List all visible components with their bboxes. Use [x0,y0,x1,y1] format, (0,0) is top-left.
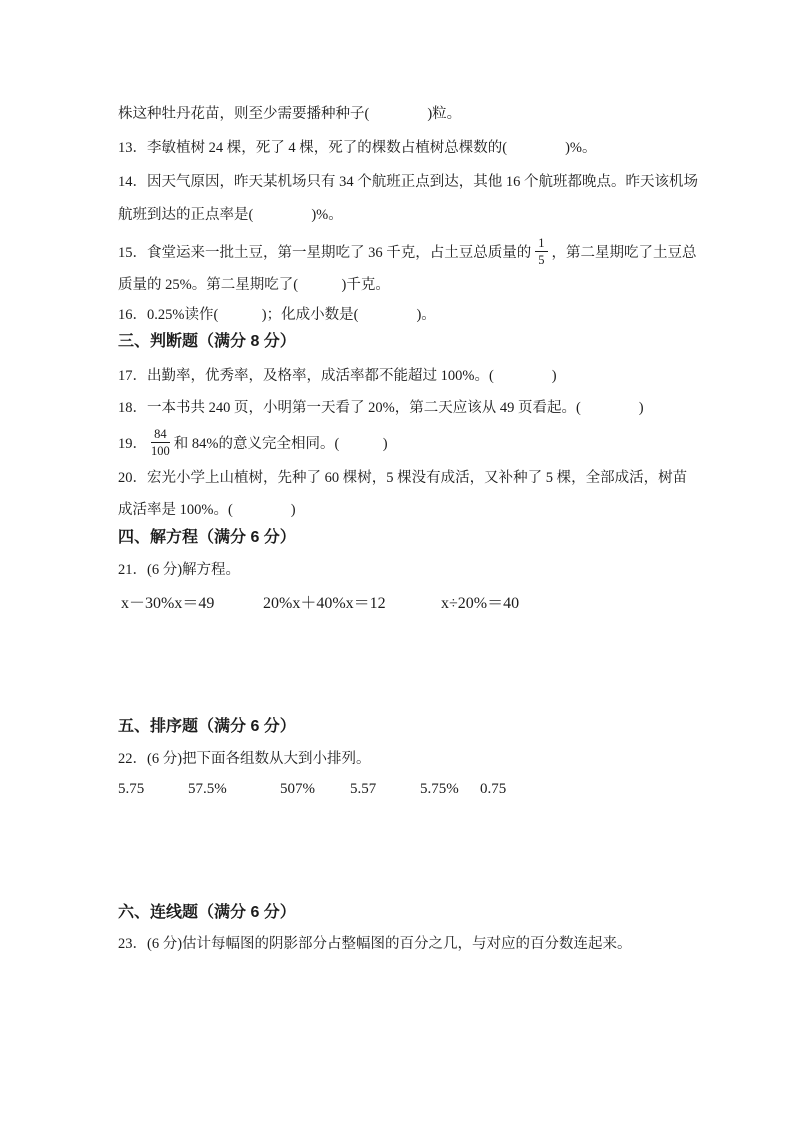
question-17-text: 17．出勤率，优秀率，及格率，成活率都不能超过 100%。( ) [118,368,557,384]
sort-number-3: 507% [280,781,315,797]
sort-number-4: 5.57 [350,781,377,797]
question-15-line1 [118,238,697,270]
section-4-heading: 四、解方程（满分 6 分） [118,529,296,546]
sort-number-2: 57.5% [188,781,227,797]
fraction-84-100 [151,427,170,459]
question-16-text: 16．0.25%读作( )；化成小数是( )。 [118,307,436,323]
question-21-text: 21．(6 分)解方程。 [118,562,241,578]
question-22-numbers-row [118,781,678,803]
question-15-line2: 质量的 25%。第二星期吃了( )千克。 [118,277,390,293]
question-20-line1: 20．宏光小学上山植树，先种了 60 棵树，5 棵没有成活，又补种了 5 棵，全部成活，树苗 [118,470,688,486]
question-19-text: 和 84%的意义完全相同。( ) [173,436,388,453]
question-22-text: 22．(6 分)把下面各组数从大到小排列。 [118,751,371,767]
fraction-denominator: 5 [538,253,545,268]
fraction-numerator: 1 [535,236,547,252]
sort-number-1: 5.75 [118,781,145,797]
equation-1: x－30%x＝49 [121,595,215,612]
question-23-text: 23．(6 分)估计每幅图的阴影部分占整幅图的百分之几，与对应的百分数连起来。 [118,936,632,952]
equation-3: x÷20%＝40 [441,595,520,612]
question-14-line2: 航班到达的正点率是( )%。 [118,207,343,223]
question-12-tail-text: 株这种牡丹花苗，则至少需要播种种子( )粒。 [118,106,462,122]
question-20-line2: 成活率是 100%。( ) [118,502,296,518]
question-15-text-after: ，第二星期吃了土豆总 [551,245,697,262]
fraction-denominator: 100 [151,444,170,459]
section-3-heading: 三、判断题（满分 8 分） [118,333,296,350]
question-19-line [118,429,388,461]
question-15-text-before: 15．食堂运来一批土豆，第一星期吃了 36 千克，占土豆总质量的 [118,245,532,262]
equation-2: 20%x＋40%x＝12 [263,595,386,612]
question-14-line1: 14．因天气原因，昨天某机场只有 34 个航班正点到达，其他 16 个航班都晚点。昨天该机场 [118,174,698,190]
question-19-number: 19． [118,436,147,453]
question-13-text: 13．李敏植树 24 棵，死了 4 棵，死了的棵数占植树总棵数的( )%。 [118,140,597,156]
section-6-heading: 六、连线题（满分 6 分） [118,904,296,921]
fraction-numerator: 84 [151,427,170,443]
question-21-equations-row [118,590,678,612]
sort-number-5: 5.75% [420,781,459,797]
section-5-heading: 五、排序题（满分 6 分） [118,718,296,735]
question-18-text: 18．一本书共 240 页，小明第一天看了 20%，第二天应该从 49 页看起。( ) [118,400,644,416]
sort-number-6: 0.75 [480,781,507,797]
fraction-one-fifth [535,236,547,268]
